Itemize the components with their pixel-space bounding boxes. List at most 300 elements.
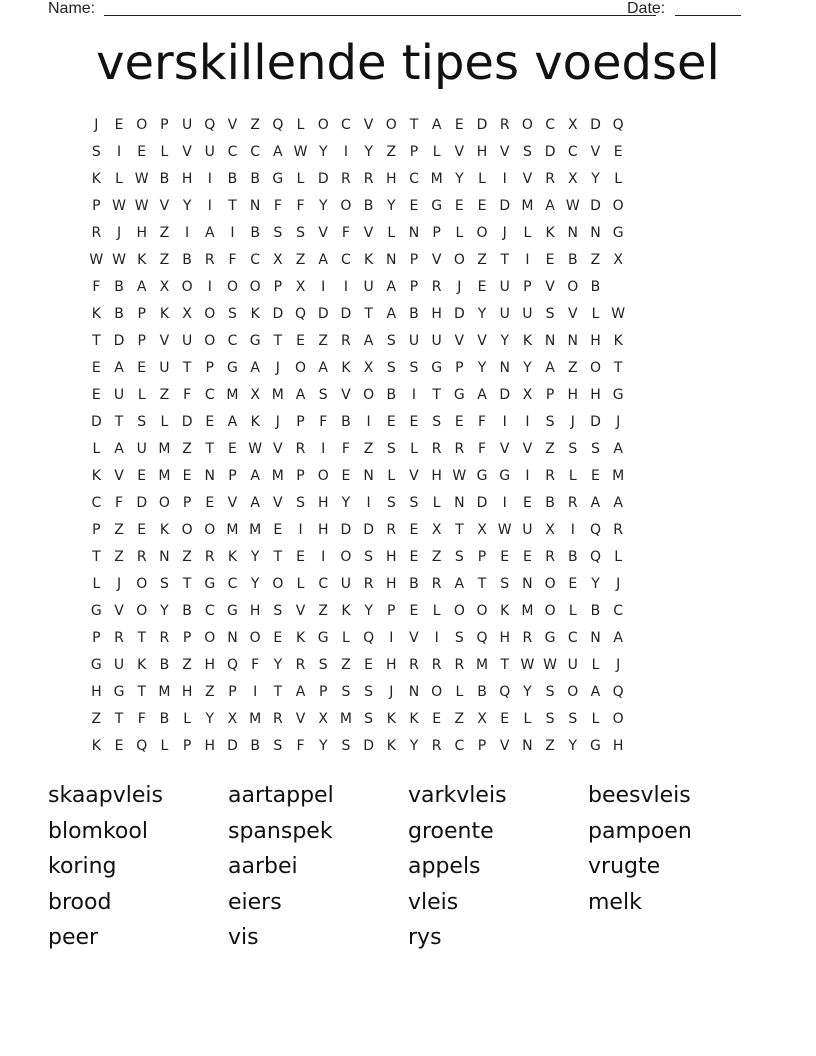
grid-letter: Y bbox=[273, 657, 283, 673]
grid-letter: J bbox=[275, 360, 280, 376]
grid-letter: U bbox=[340, 576, 352, 592]
grid-letter: Y bbox=[250, 549, 260, 565]
grid-letter: A bbox=[295, 684, 306, 700]
grid-letter: D bbox=[227, 738, 238, 754]
grid-letter: S bbox=[341, 738, 351, 754]
grid-letter: E bbox=[364, 657, 374, 673]
grid-letter: Y bbox=[523, 360, 532, 376]
grid-letter: M bbox=[271, 387, 284, 403]
grid-letter: H bbox=[136, 225, 147, 241]
grid-letter: R bbox=[363, 171, 374, 187]
grid-letter: T bbox=[273, 333, 283, 349]
grid-letter: W bbox=[134, 171, 149, 187]
grid-letter: A bbox=[318, 252, 328, 268]
grid-letter: N bbox=[567, 333, 579, 349]
grid-letter: R bbox=[545, 549, 555, 565]
grid-letter: B bbox=[590, 603, 601, 619]
grid-letter: T bbox=[613, 360, 623, 376]
word-list-item: beesvleis bbox=[588, 783, 691, 808]
grid-letter: C bbox=[204, 387, 215, 403]
grid-letter: A bbox=[454, 576, 465, 592]
grid-letter: E bbox=[296, 549, 305, 565]
grid-letter: C bbox=[227, 576, 238, 592]
grid-letter: R bbox=[159, 630, 170, 646]
grid-letter: Y bbox=[205, 711, 215, 727]
grid-letter: E bbox=[296, 333, 305, 349]
grid-letter: R bbox=[613, 522, 624, 538]
grid-letter: W bbox=[134, 198, 149, 214]
grid-letter: Y bbox=[591, 576, 600, 592]
grid-letter: D bbox=[590, 117, 601, 133]
grid-letter: K bbox=[227, 549, 238, 565]
grid-letter: E bbox=[409, 603, 419, 619]
grid-letter: N bbox=[522, 738, 533, 754]
grid-letter: Z bbox=[454, 711, 465, 727]
grid-letter: I bbox=[116, 144, 122, 160]
grid-letter: Q bbox=[136, 738, 148, 754]
grid-letter: Y bbox=[591, 171, 600, 187]
grid-letter: E bbox=[568, 576, 578, 592]
grid-letter: I bbox=[411, 387, 417, 403]
grid-letter: H bbox=[612, 738, 624, 754]
grid-letter: H bbox=[386, 657, 397, 673]
grid-letter: J bbox=[502, 225, 507, 241]
grid-letter: S bbox=[454, 549, 464, 565]
grid-row bbox=[85, 599, 630, 626]
grid-letter: I bbox=[366, 414, 371, 430]
grid-letter: U bbox=[113, 657, 125, 673]
grid-letter: B bbox=[250, 738, 260, 754]
grid-letter: L bbox=[478, 171, 486, 187]
grid-letter: S bbox=[386, 441, 396, 457]
grid-letter: Q bbox=[612, 117, 624, 133]
grid-row bbox=[85, 518, 630, 545]
grid-letter: O bbox=[521, 117, 533, 133]
grid-letter: Y bbox=[364, 144, 373, 160]
grid-letter: M bbox=[226, 522, 239, 538]
grid-letter: T bbox=[477, 576, 487, 592]
grid-letter: P bbox=[409, 144, 419, 160]
grid-letter: P bbox=[182, 495, 192, 511]
grid-letter: X bbox=[295, 279, 306, 295]
grid-letter: B bbox=[114, 279, 124, 295]
grid-letter: B bbox=[409, 576, 419, 592]
grid-letter: R bbox=[454, 441, 465, 457]
grid-letter: D bbox=[317, 306, 329, 322]
grid-letter: X bbox=[567, 171, 578, 187]
grid-letter: I bbox=[570, 522, 575, 538]
grid-letter: S bbox=[273, 738, 283, 754]
grid-letter: V bbox=[227, 495, 238, 511]
grid-letter: N bbox=[159, 549, 170, 565]
grid-letter: U bbox=[567, 657, 578, 673]
grid-letter: O bbox=[204, 630, 216, 646]
grid-letter: B bbox=[227, 171, 238, 187]
date-blank-line bbox=[675, 15, 741, 16]
grid-letter: Z bbox=[91, 711, 102, 727]
grid-letter: X bbox=[363, 360, 374, 376]
grid-letter: Z bbox=[114, 522, 124, 538]
grid-letter: E bbox=[114, 738, 124, 754]
word-list bbox=[48, 780, 768, 958]
grid-letter: L bbox=[183, 711, 191, 727]
grid-letter: S bbox=[364, 684, 374, 700]
grid-letter: O bbox=[295, 360, 307, 376]
grid-letter: G bbox=[249, 333, 261, 349]
grid-row bbox=[85, 491, 630, 518]
grid-letter: E bbox=[409, 198, 419, 214]
date-label: Date: bbox=[627, 0, 666, 17]
grid-letter: E bbox=[273, 522, 283, 538]
word-list-item: pampoen bbox=[588, 818, 692, 844]
grid-letter: E bbox=[228, 441, 237, 457]
grid-letter: I bbox=[343, 144, 348, 160]
grid-letter: C bbox=[250, 144, 261, 160]
grid-letter: S bbox=[296, 225, 305, 241]
grid-letter: L bbox=[432, 144, 441, 160]
grid-letter: A bbox=[250, 468, 260, 484]
grid-letter: D bbox=[90, 414, 102, 430]
grid-letter: R bbox=[567, 495, 578, 511]
grid-letter: I bbox=[298, 522, 303, 538]
grid-letter: G bbox=[90, 657, 102, 673]
grid-letter: P bbox=[228, 684, 237, 700]
grid-letter: B bbox=[159, 657, 170, 673]
grid-letter: H bbox=[386, 171, 397, 187]
grid-letter: G bbox=[317, 630, 329, 646]
grid-letter: J bbox=[116, 576, 122, 592]
grid-letter: H bbox=[204, 738, 216, 754]
grid-letter: O bbox=[476, 603, 488, 619]
grid-letter: S bbox=[273, 603, 283, 619]
grid-letter: Y bbox=[455, 171, 464, 187]
grid-letter: F bbox=[341, 441, 350, 457]
grid-letter: L bbox=[591, 711, 600, 727]
grid-letter: M bbox=[521, 198, 534, 214]
grid-row bbox=[85, 545, 630, 572]
grid-letter: E bbox=[137, 522, 147, 538]
word-list-item: skaapvleis bbox=[48, 783, 163, 808]
grid-letter: J bbox=[616, 657, 621, 673]
grid-letter: E bbox=[522, 549, 532, 565]
grid-letter: Y bbox=[364, 603, 373, 619]
grid-letter: N bbox=[522, 576, 533, 592]
grid-letter: Z bbox=[318, 603, 329, 619]
grid-letter: T bbox=[205, 441, 215, 457]
grid-letter: F bbox=[319, 414, 328, 430]
grid-letter: P bbox=[92, 630, 101, 646]
grid-letter: V bbox=[114, 603, 124, 619]
grid-letter: A bbox=[613, 441, 623, 457]
grid-row bbox=[85, 383, 630, 410]
grid-letter: Y bbox=[387, 198, 396, 214]
grid-letter: R bbox=[204, 252, 215, 268]
grid-letter: K bbox=[159, 522, 169, 538]
grid-letter: J bbox=[116, 225, 122, 241]
grid-letter: R bbox=[386, 522, 397, 538]
grid-letter: V bbox=[295, 711, 306, 727]
grid-letter: O bbox=[567, 684, 579, 700]
grid-letter: U bbox=[522, 306, 533, 322]
grid-letter: C bbox=[227, 333, 238, 349]
grid-letter: N bbox=[408, 225, 420, 241]
word-list-item: vrugte bbox=[588, 854, 661, 879]
grid-letter: T bbox=[409, 117, 419, 133]
grid-letter: E bbox=[137, 144, 147, 160]
grid-letter: F bbox=[251, 657, 260, 673]
grid-letter: H bbox=[317, 495, 329, 511]
grid-letter: L bbox=[160, 738, 169, 754]
grid-letter: C bbox=[341, 117, 351, 133]
grid-letter: W bbox=[112, 252, 126, 268]
grid-letter: S bbox=[341, 684, 351, 700]
grid-letter: M bbox=[158, 468, 171, 484]
word-list-item: vis bbox=[228, 925, 259, 950]
grid-letter: V bbox=[499, 738, 510, 754]
grid-letter: S bbox=[568, 711, 578, 727]
grid-letter: L bbox=[160, 414, 169, 430]
grid-letter: S bbox=[318, 657, 328, 673]
grid-letter: K bbox=[364, 252, 374, 268]
grid-letter: V bbox=[454, 144, 465, 160]
grid-letter: V bbox=[567, 306, 578, 322]
word-list-item: eiers bbox=[228, 889, 282, 915]
grid-letter: K bbox=[250, 306, 260, 322]
grid-row bbox=[85, 410, 630, 437]
grid-letter: P bbox=[182, 630, 192, 646]
grid-letter: G bbox=[476, 468, 488, 484]
grid-letter: A bbox=[250, 360, 260, 376]
grid-letter: M bbox=[612, 468, 625, 484]
grid-letter: M bbox=[249, 522, 262, 538]
grid-letter: H bbox=[181, 171, 193, 187]
grid-letter: I bbox=[502, 171, 507, 187]
grid-letter: X bbox=[159, 279, 170, 295]
grid-letter: K bbox=[341, 603, 351, 619]
grid-row bbox=[85, 167, 630, 194]
word-list-item: aarbei bbox=[228, 854, 298, 879]
grid-letter: E bbox=[522, 495, 532, 511]
grid-letter: A bbox=[273, 144, 283, 160]
grid-letter: H bbox=[317, 522, 329, 538]
grid-letter: M bbox=[339, 711, 352, 727]
grid-letter: O bbox=[340, 549, 352, 565]
grid-letter: G bbox=[612, 387, 624, 403]
grid-letter: E bbox=[91, 387, 101, 403]
grid-letter: O bbox=[249, 279, 261, 295]
grid-letter: P bbox=[409, 279, 419, 295]
grid-letter: C bbox=[545, 117, 555, 133]
grid-letter: Y bbox=[341, 495, 351, 511]
grid-letter: R bbox=[295, 441, 306, 457]
word-list-item: aartappel bbox=[228, 783, 334, 808]
grid-letter: Z bbox=[477, 252, 487, 268]
grid-letter: A bbox=[363, 333, 374, 349]
grid-letter: Y bbox=[500, 333, 509, 349]
grid-letter: R bbox=[499, 117, 510, 133]
grid-letter: L bbox=[614, 549, 623, 565]
grid-letter: P bbox=[296, 414, 305, 430]
grid-letter: S bbox=[545, 306, 555, 322]
grid-letter: V bbox=[182, 144, 192, 160]
grid-letter: J bbox=[275, 414, 280, 430]
grid-letter: F bbox=[137, 711, 146, 727]
grid-letter: V bbox=[273, 441, 283, 457]
grid-letter: R bbox=[522, 630, 533, 646]
grid-letter: I bbox=[321, 279, 326, 295]
grid-letter: K bbox=[295, 630, 306, 646]
grid-letter: Z bbox=[204, 684, 215, 700]
grid-letter: V bbox=[273, 495, 283, 511]
grid-row bbox=[85, 194, 630, 221]
grid-letter: J bbox=[570, 414, 575, 430]
grid-letter: L bbox=[296, 171, 305, 187]
grid-letter: H bbox=[590, 333, 601, 349]
grid-letter: U bbox=[181, 333, 193, 349]
grid-letter: F bbox=[92, 279, 101, 295]
grid-letter: X bbox=[567, 117, 578, 133]
grid-letter: J bbox=[616, 414, 621, 430]
grid-letter: I bbox=[321, 441, 326, 457]
grid-letter: B bbox=[250, 225, 260, 241]
grid-letter: I bbox=[389, 630, 394, 646]
grid-letter: U bbox=[499, 279, 510, 295]
grid-letter: H bbox=[249, 603, 261, 619]
grid-letter: D bbox=[363, 738, 374, 754]
grid-letter: O bbox=[317, 117, 329, 133]
grid-letter: Z bbox=[567, 360, 578, 376]
grid-letter: J bbox=[457, 279, 462, 295]
grid-letter: S bbox=[318, 387, 328, 403]
grid-letter: S bbox=[409, 495, 419, 511]
grid-letter: I bbox=[207, 171, 212, 187]
word-list-item: groente bbox=[408, 818, 494, 844]
grid-letter: I bbox=[185, 225, 190, 241]
grid-letter: O bbox=[204, 306, 216, 322]
grid-letter: X bbox=[318, 711, 329, 727]
grid-letter: O bbox=[181, 279, 193, 295]
grid-letter: N bbox=[544, 333, 556, 349]
grid-letter: Z bbox=[545, 738, 555, 754]
grid-letter: E bbox=[205, 495, 215, 511]
grid-letter: O bbox=[589, 360, 601, 376]
grid-letter: C bbox=[204, 603, 215, 619]
grid-row bbox=[85, 572, 630, 599]
grid-letter: S bbox=[454, 630, 464, 646]
grid-letter: W bbox=[543, 657, 558, 673]
grid-letter: I bbox=[366, 495, 371, 511]
grid-letter: T bbox=[182, 360, 192, 376]
grid-letter: L bbox=[387, 225, 396, 241]
grid-letter: R bbox=[341, 333, 351, 349]
grid-letter: F bbox=[115, 495, 124, 511]
grid-row bbox=[85, 329, 630, 356]
grid-letter: L bbox=[432, 603, 441, 619]
grid-letter: V bbox=[545, 279, 555, 295]
grid-letter: F bbox=[296, 738, 305, 754]
grid-letter: C bbox=[227, 144, 238, 160]
grid-letter: D bbox=[317, 171, 329, 187]
grid-letter: Y bbox=[318, 144, 328, 160]
grid-letter: K bbox=[500, 603, 510, 619]
grid-letter: Q bbox=[272, 117, 284, 133]
grid-letter: V bbox=[409, 468, 419, 484]
grid-letter: U bbox=[408, 333, 420, 349]
grid-letter: A bbox=[613, 630, 623, 646]
grid-letter: T bbox=[500, 252, 509, 268]
grid-row bbox=[85, 302, 630, 329]
word-list-item: koring bbox=[48, 854, 117, 879]
grid-letter: S bbox=[568, 441, 578, 457]
name-blank-line bbox=[104, 15, 656, 16]
grid-letter: E bbox=[500, 711, 510, 727]
grid-letter: N bbox=[590, 225, 601, 241]
grid-letter: Y bbox=[409, 738, 419, 754]
grid-letter: L bbox=[455, 684, 464, 700]
grid-letter: S bbox=[500, 576, 510, 592]
grid-letter: A bbox=[590, 495, 601, 511]
grid-letter: X bbox=[522, 387, 533, 403]
grid-letter: N bbox=[408, 684, 420, 700]
grid-letter: A bbox=[477, 387, 487, 403]
grid-letter: M bbox=[226, 387, 239, 403]
grid-letter: L bbox=[591, 657, 600, 673]
grid-letter: D bbox=[136, 495, 148, 511]
grid-letter: O bbox=[612, 198, 624, 214]
grid-letter: G bbox=[227, 603, 238, 619]
grid-letter: K bbox=[250, 414, 260, 430]
grid-letter: L bbox=[523, 225, 532, 241]
grid-letter: A bbox=[250, 495, 260, 511]
grid-letter: D bbox=[544, 144, 556, 160]
grid-letter: F bbox=[341, 225, 350, 241]
grid-letter: U bbox=[136, 441, 147, 457]
grid-letter: R bbox=[272, 711, 283, 727]
grid-letter: L bbox=[455, 225, 464, 241]
grid-letter: S bbox=[386, 333, 396, 349]
grid-letter: E bbox=[409, 522, 419, 538]
grid-letter: V bbox=[431, 252, 442, 268]
grid-letter: P bbox=[205, 360, 214, 376]
grid-letter: G bbox=[612, 225, 624, 241]
grid-letter: A bbox=[431, 117, 442, 133]
grid-letter: S bbox=[137, 414, 147, 430]
grid-letter: A bbox=[590, 684, 601, 700]
grid-letter: U bbox=[431, 333, 442, 349]
grid-letter: L bbox=[296, 117, 305, 133]
grid-letter: K bbox=[91, 738, 101, 754]
grid-letter: J bbox=[94, 117, 99, 133]
grid-letter: H bbox=[590, 387, 601, 403]
grid-letter: C bbox=[91, 495, 102, 511]
grid-letter: T bbox=[137, 630, 146, 646]
grid-letter: B bbox=[182, 603, 192, 619]
grid-letter: U bbox=[204, 144, 215, 160]
grid-letter: M bbox=[271, 468, 284, 484]
grid-letter: C bbox=[341, 252, 351, 268]
grid-letter: A bbox=[318, 360, 328, 376]
grid-letter: B bbox=[567, 549, 578, 565]
grid-letter: V bbox=[363, 225, 374, 241]
grid-letter: I bbox=[207, 279, 212, 295]
grid-letter: L bbox=[614, 171, 623, 187]
grid-letter: P bbox=[92, 522, 101, 538]
grid-letter: M bbox=[158, 684, 171, 700]
grid-letter: L bbox=[296, 576, 305, 592]
grid-letter: G bbox=[204, 576, 216, 592]
grid-row bbox=[85, 680, 630, 707]
grid-letter: X bbox=[477, 522, 487, 538]
